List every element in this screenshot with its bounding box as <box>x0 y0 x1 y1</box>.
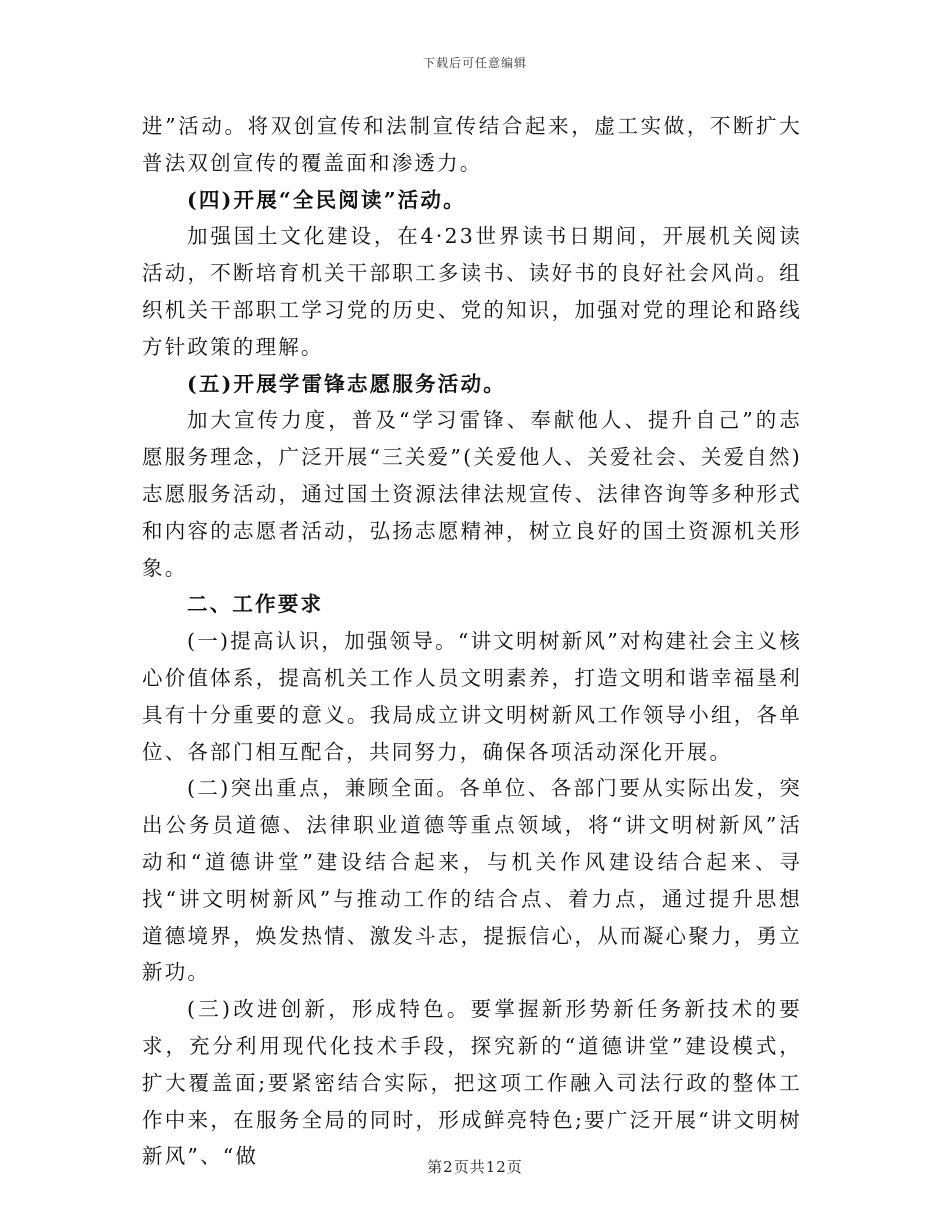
paragraph-volunteer: 加大宣传力度，普及“学习雷锋、奉献他人、提升自己”的志愿服务理念，广泛开展“三关爱”(关爱他人、关爱社会、关爱自然)志愿服务活动，通过国土资源法律法规宣传、法律咨询等多种形式和内容的志愿者活动，弘扬志愿精神，树立良好的国土资源机关形象。 <box>142 408 802 580</box>
paragraph-reading: 加强国土文化建设，在4·23世界读书日期间，开展机关阅读活动，不断培育机关干部职工多读书、读好书的良好社会风尚。组织机关干部职工学习党的历史、党的知识，加强对党的理论和路线方针政策的理解。 <box>142 224 802 359</box>
header-note: 下载后可任意编辑 <box>422 56 527 70</box>
paragraph-requirement-3: (三)改进创新，形成特色。要掌握新形势新任务新技术的要求，充分利用现代化技术手段，探究新的“道德讲堂”建设模式，扩大覆盖面;要紧密结合实际，把这项工作融入司法行政的整体工作中来，在服务全局的同时，形成鲜亮特色;要广泛开展“讲文明树新风”、“做 <box>142 997 802 1169</box>
page-number: 第2页共12页 <box>427 1158 523 1176</box>
section-heading-volunteer: (五)开展学雷锋志愿服务活动。 <box>187 371 506 396</box>
paragraph-continuation: 进”活动。将双创宣传和法制宣传结合起来，虚工实做，不断扩大普法双创宣传的覆盖面和渗透力。 <box>142 114 802 175</box>
paragraph-requirement-2: (二)突出重点，兼顾全面。各单位、各部门要从实际出发，突出公务员道德、法律职业道德等重点领域，将“讲文明树新风”活动和“道德讲堂”建设结合起来，与机关作风建设结合起来、寻找“讲文明树新风”与推动工作的结合点、着力点，通过提升思想道德境界，焕发热情、激发斗志，提振信心，从而凝心聚力，勇立新功。 <box>142 776 802 985</box>
document-body <box>142 108 802 1175</box>
section-heading-reading: (四)开展“全民阅读”活动。 <box>187 187 466 212</box>
section-heading-requirements: 二、工作要求 <box>187 592 324 617</box>
paragraph-requirement-1: (一)提高认识，加强领导。“讲文明树新风”对构建社会主义核心价值体系，提高机关工作人员文明素养，打造文明和谐幸福垦利具有十分重要的意义。我局成立讲文明树新风工作领导小组，各单位、各部门相互配合，共同努力，确保各项活动深化开展。 <box>142 629 802 764</box>
